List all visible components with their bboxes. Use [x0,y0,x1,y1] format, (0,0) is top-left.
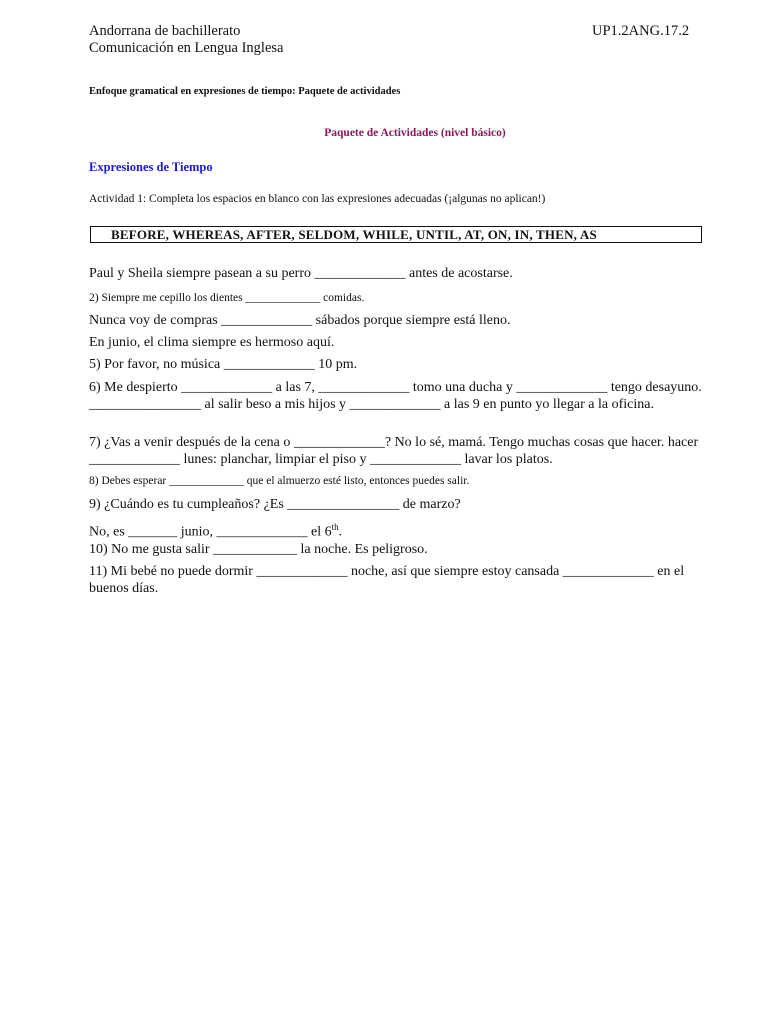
question-9b [89,519,714,541]
question-3: Nunca voy de compras _____________ sábados porque siempre está lleno. [89,313,511,328]
package-title: Paquete de Actividades (nivel básico) [324,127,506,139]
header-left [89,23,283,57]
document-title: Enfoque gramatical en expresiones de tiempo: Paquete de actividades [89,86,401,97]
question-4: En junio, el clima siempre es hermoso aquí. [89,335,335,350]
question-10: 10) No me gusta salir ____________ la noche. Es peligroso. [89,542,428,557]
superscript-th: th [331,522,339,532]
question-9b-end: . [338,524,343,540]
question-11: 11) Mi bebé no puede dormir _____________ noche, así que siempre estoy cansada _____________ en el buenos días. [89,564,685,596]
question-1: Paul y Sheila siempre pasean a su perro _____________ antes de acostarse. [89,266,513,281]
school-name: Andorrana de bachillerato [89,23,241,39]
question-8: 8) Debes esperar _____________ que el almuerzo esté listo, entonces puedes salir. [89,475,470,487]
question-9b-text: No, es _______ junio, _____________ el 6 [89,524,332,540]
question-6: 6) Me despierto _____________ a las 7, _____________ tomo una ducha y _____________ tengo desayuno. ________________ al salir beso a mis hijos y _____________ a las 9 en punto yo llegar a la oficina. [89,380,702,412]
question-2: 2) Siempre me cepillo los dientes _____________ comidas. [89,292,365,304]
question-7: 7) ¿Vas a venir después de la cena o _____________? No lo sé, mamá. Tengo muchas cosas que hacer. hacer _____________ lunes: planchar, limpiar el piso y _____________ lavar los platos. [89,435,699,467]
section-title: Expresiones de Tiempo [89,160,213,174]
word-bank: BEFORE, WHEREAS, AFTER, SELDOM, WHILE, UNTIL, AT, ON, IN, THEN, AS [90,226,702,243]
document-code: UP1.2ANG.17.2 [592,23,690,39]
activity-instruction: Actividad 1: Completa los espacios en blanco con las expresiones adecuadas (¡algunas no aplican!) [89,193,546,205]
question-9: 9) ¿Cuándo es tu cumpleaños? ¿Es ________________ de marzo? [89,497,461,512]
question-5: 5) Por favor, no música _____________ 10 pm. [89,357,358,372]
course-name: Comunicación en Lengua Inglesa [89,40,284,56]
